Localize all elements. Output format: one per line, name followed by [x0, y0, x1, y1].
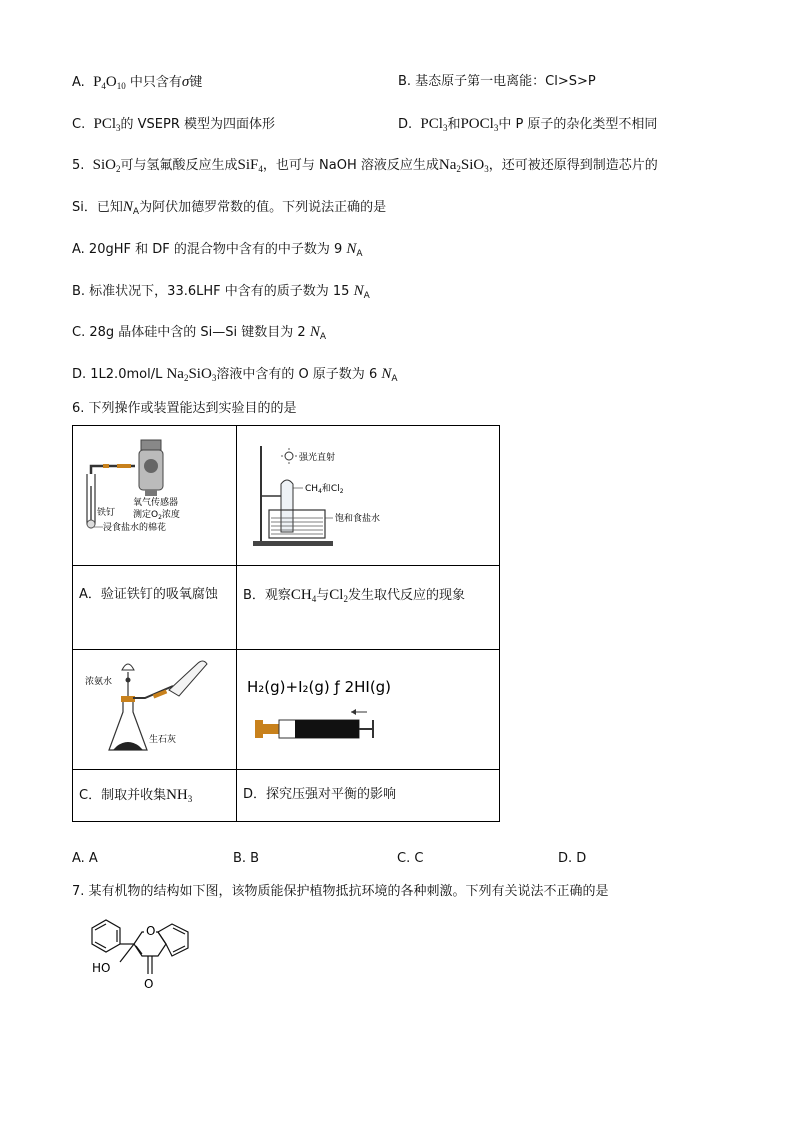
caption-b: B．观察$CH_4$与$Cl_2$发生取代反应的现象 [243, 587, 465, 604]
figure-b-water-label: 饱和食盐水 [335, 514, 381, 524]
figure-b-apparatus [237, 426, 499, 561]
q4-option-c: C. PCl$_3$的 VSEPR 模型为四面体形 [72, 116, 275, 133]
caption-c: C．制取并收集$NH_3$ [79, 787, 193, 804]
figure-c-cell [73, 650, 237, 770]
q4-option-d: D. PCl$_3$和POCl$_3$中 P 原子的杂化类型不相同 [398, 116, 658, 133]
q6-stem: 6. 下列操作或装置能达到实验目的的是 [72, 401, 297, 416]
q7-stem: 7. 某有机物的结构如下图，该物质能保护植物抵抗环境的各种刺激。下列有关说法不正确的是 [72, 884, 609, 899]
caption-a-cell [73, 566, 237, 650]
caption-c-cell [73, 770, 237, 822]
q7-hydroxyl-label: HO [92, 961, 111, 975]
q7-structure-diagram [72, 910, 222, 1010]
caption-d-cell [237, 770, 500, 822]
q7-ring-oxygen-label: O [146, 924, 156, 938]
figure-b-gas-label: $CH_4$和$Cl_2$ [305, 484, 344, 495]
q7-carbonyl-oxygen-label: O [144, 977, 154, 991]
figure-a-sensor-label: 氧气传感器 [133, 498, 179, 508]
q4-option-a: A. $P_4O_{10}$ 中只含有σ键 [72, 74, 203, 91]
figure-d-cell [237, 650, 500, 770]
figure-a-measure-label: 测定$O_2$浓度 [133, 510, 180, 521]
figure-a-cotton-label: 浸食盐水的棉花 [103, 523, 167, 533]
figure-c-apparatus [73, 650, 236, 765]
q5-option-c: C. 28g 晶体硅中含的 Si—Si 键数目为 2 $N_A$ [72, 324, 326, 342]
q6-experiment-table [72, 425, 500, 822]
figure-b-cell [237, 426, 500, 566]
q6-choice-b: B. B [233, 851, 260, 866]
caption-a: A．验证铁钉的吸氧腐蚀 [79, 587, 218, 602]
caption-d: D．探究压强对平衡的影响 [243, 787, 397, 802]
q5-option-a: A. 20gHF 和 DF 的混合物中含有的中子数为 9 $N_A$ [72, 241, 363, 259]
figure-a-apparatus [73, 426, 236, 561]
q6-choice-c: C. C [397, 851, 424, 866]
caption-b-cell [237, 566, 500, 650]
figure-c-ammonia-label: 浓氨水 [85, 677, 113, 687]
figure-d-apparatus [237, 650, 499, 765]
q4-option-b: B. 基态原子第一电离能：Cl>S>P [398, 74, 596, 89]
q6-choice-d: D. D [558, 851, 587, 866]
q5-stem-line2: Si．已知$N_A$为阿伏加德罗常数的值。下列说法正确的是 [72, 199, 387, 217]
figure-c-lime-label: 生石灰 [149, 735, 177, 745]
q5-option-b: B. 标准状况下，33.6LHF 中含有的质子数为 15 $N_A$ [72, 283, 370, 301]
figure-b-light-label: 强光直射 [299, 453, 336, 463]
figure-a-cell [73, 426, 237, 566]
q5-stem-line1: 5. SiO$_2$可与氢氟酸反应生成SiF$_4$，也可与 NaOH 溶液反应生成$Na_2SiO_3$，还可被还原得到制造芯片的 [72, 157, 658, 174]
figure-a-nail-label: 铁钉 [97, 508, 116, 518]
q5-option-d: D. 1L2.0mol/L $Na_2SiO_3$溶液中含有的 O 原子数为 6 $N_A$ [72, 366, 398, 384]
q6-choice-a: A. A [72, 851, 98, 866]
figure-d-equation: H₂(g)+I₂(g) ƒ 2HI(g) [247, 678, 392, 696]
